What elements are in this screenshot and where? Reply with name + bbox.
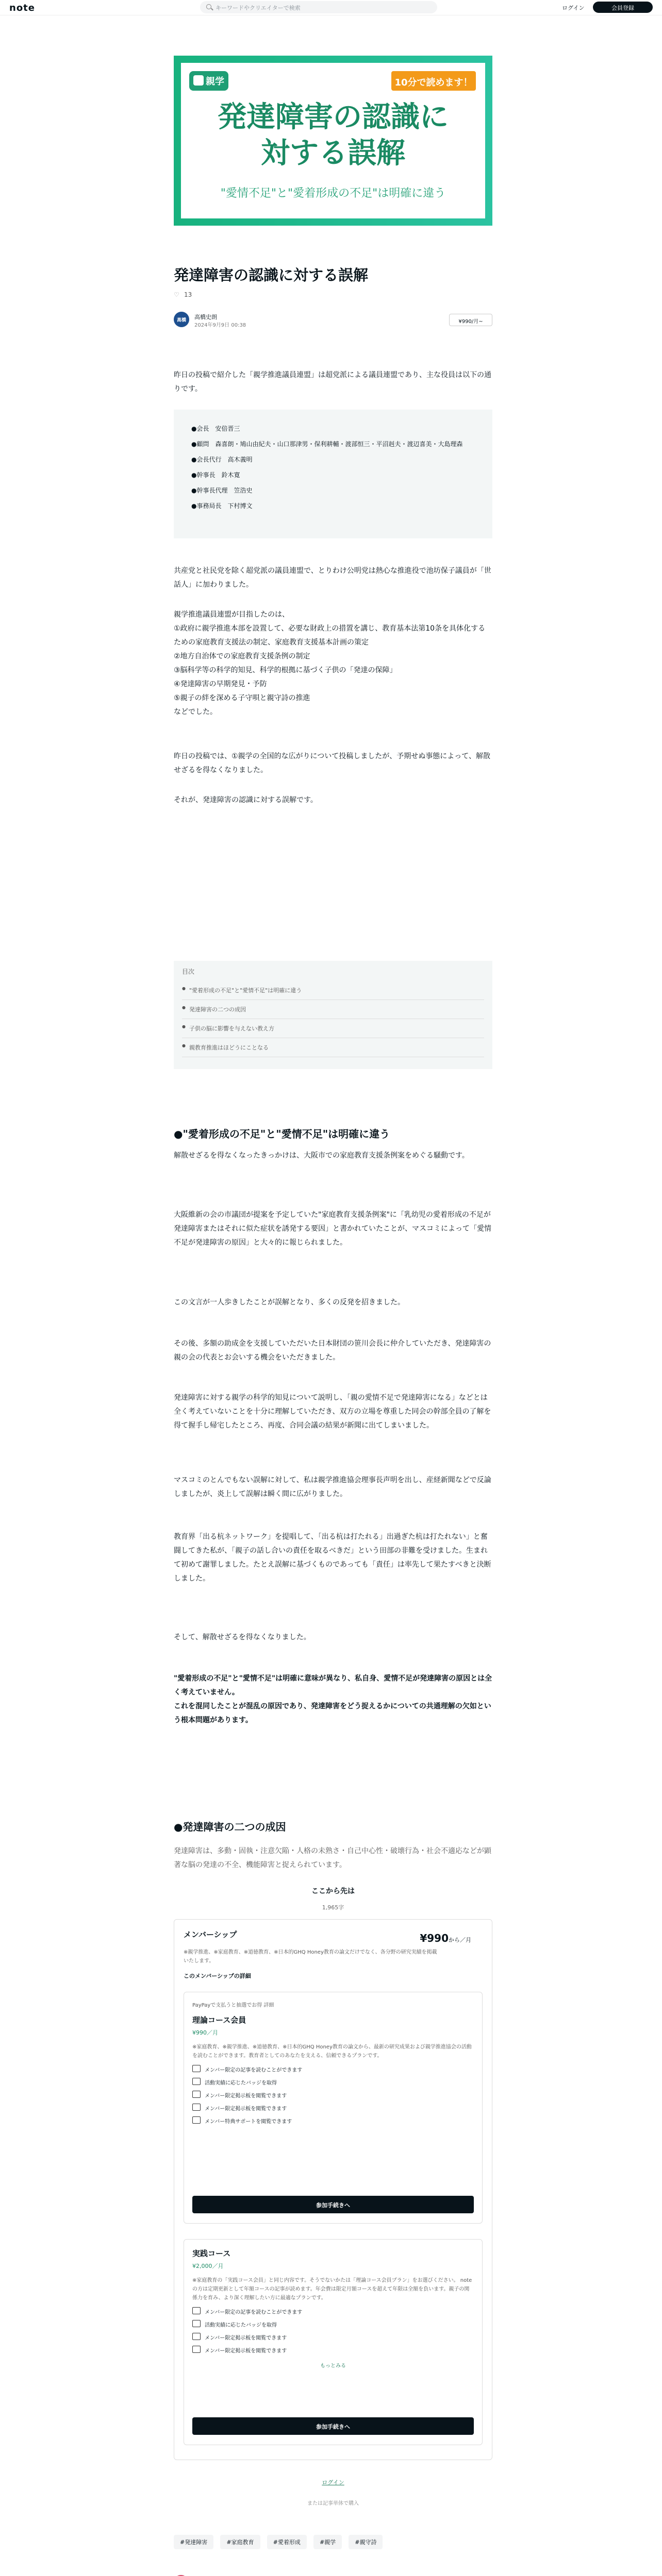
course-name: 実践コース <box>192 2249 231 2258</box>
toc-item[interactable]: ● 子供の脳に影響を与えない教え方 <box>182 1019 484 1038</box>
search-input[interactable]: キーワードやクリエイターで検索 <box>200 1 437 13</box>
note-logo[interactable]: note <box>9 3 35 13</box>
plan-name: メンバーシップ <box>184 1930 237 1939</box>
publish-date: 2024年9月9日 00:38 <box>194 323 246 328</box>
paragraph: マスコミのとんでもない誤解に対して、私は親学推進協会理事長声明を出し、産経新聞などで反論しましたが、炎上して誤解は瞬く間に広がりました。 <box>174 1476 491 1498</box>
plan-details-link[interactable]: このメンバーシップの詳細 <box>184 1973 251 1979</box>
login-link[interactable]: ログイン <box>562 5 585 11</box>
table-of-contents <box>174 961 492 1069</box>
course-card-theory <box>184 1992 483 2224</box>
author-bar <box>174 312 492 332</box>
benefit-item: メンバー限定掲示板を閲覧できます <box>192 2091 474 2099</box>
benefit-item: メンバー特典サポートを閲覧できます <box>192 2117 474 2125</box>
membership-plan <box>174 1919 492 2460</box>
login-link[interactable]: ログイン <box>322 2479 344 2486</box>
course-card-practice <box>184 2239 483 2445</box>
toc-item[interactable]: ● "愛着形成の不足"と"愛情不足"は明確に違う <box>182 981 484 1000</box>
hero-tag: 親学 <box>189 71 228 91</box>
book-icon <box>193 75 204 86</box>
toc-item[interactable]: ● 親教育推進はほどうにことなる <box>182 1038 484 1057</box>
hero-subtitle: "愛情不足"と"愛着形成の不足"は明確に違う <box>220 187 446 200</box>
article-title: 発達障害の認識に対する誤解 <box>174 266 369 284</box>
benefit-item: 活動実績に応じたバッジを取得 <box>192 2320 474 2328</box>
paragraph: "愛着形成の不足"と"愛情不足"は明確に意味が異なり、私自身、愛情不足が発達障害の原因とは全く考えていません。 これを混同したことが混乱の原因であり、発達障害をどう捉えるかについての共通理解の欠如という根本問題があります。 <box>174 1674 492 1724</box>
paragraph: そして、解散せざるを得なくなりました。 <box>174 1633 311 1641</box>
search-icon <box>206 4 211 9</box>
read-time-badge: 10分で読めます！ <box>391 71 476 91</box>
paragraph: 発達障害に対する親学の科学的知見について説明し、「親の愛情不足で発達障害になる」などとは全く考えていないことを十分に理解していただき、双方の立場を尊重した同会の幹部全員の了解を得て握手し帰宅したところ、再度、合同会議の結果が新聞に出てしまいました。 <box>174 1394 491 1430</box>
paywall <box>174 1886 492 1911</box>
benefit-item: メンバー限定掲示板を閲覧できます <box>192 2333 474 2341</box>
paywall-title: ここから先は <box>311 1887 355 1895</box>
paragraph: その後、多額の助成金を支援していただいた日本財団の笹川会長に仲介していただき、発達障害の親の会の代表とお会いする機会をいただきました。 <box>174 1340 491 1362</box>
join-button[interactable]: 参加手続きへ <box>192 2417 474 2435</box>
tag-list <box>174 2535 492 2549</box>
tag[interactable]: #発達障害 <box>174 2535 213 2549</box>
paragraph: 昨日の投稿では、①親学の全国的な広がりについて投稿しましたが、予期せぬ事態によって、解散せざるを得なくなりました。 <box>174 752 490 774</box>
paypay-note[interactable]: PayPayで支払うと抽選でお得 詳細 <box>192 2003 274 2008</box>
member-list: ●会長 安倍晋三 ●顧問 森喜朗・鳩山由紀夫・山口那津男・保利耕輔・渡部恒三・平沼赳夫・渡辺喜美・大島理森 ●会長代行 高木義明 ●幹事長 鈴木寛 ●幹事長代理 笠浩史 ●事務局長 下村博文 <box>174 410 492 538</box>
signup-button[interactable]: 会員登録 <box>593 2 653 13</box>
paragraph: 共産党と社民党を除く超党派の議員連盟で、とりわけ公明党は熱心な推進役で池坊保子議員が「世話人」に加わりました。 <box>174 567 491 589</box>
course-description: ※家庭教育、※親学推進、※道徳教育、※日本的GHQ Honey教育の論文から、最新の研究成果および親学推進協会の活動を読むことができます。教育者としてのあなたを支える、信頼できるプランです。 <box>192 2044 472 2059</box>
membership-button[interactable]: ¥990/月~ <box>449 314 492 326</box>
course-name: 理論コース会員 <box>192 2015 246 2025</box>
tag[interactable]: #親学 <box>313 2535 342 2549</box>
benefit-item: メンバー限定掲示板を閲覧できます <box>192 2346 474 2354</box>
section-heading: ●発達障害の二つの成因 <box>174 1821 286 1833</box>
benefit-item: メンバー限定の記事を読むことができます <box>192 2065 474 2073</box>
section-heading: ●"愛着形成の不足"と"愛情不足"は明確に違う <box>174 1128 390 1140</box>
tag[interactable]: #家庭教育 <box>220 2535 260 2549</box>
paragraph: 発達障害は、多動・固執・注意欠陥・人格の未熟さ・自己中心性・破壊行為・社会不適応などが顕著な脳の発達の不全、機能障害と捉えられています。 <box>174 1847 491 1869</box>
paragraph: それが、発達障害の認識に対する誤解です。 <box>174 796 318 804</box>
paragraph: 教育界「出る杭ネットワーク」を提唱して、「出る杭は打たれる」出過ぎた杭は打たれない」と奮闘してきた私が、「親子の話し合いの責任を取るべきだ」という田部の非難を受けました。生まれて初めて謝罪しました。たとえ誤解に基づくものであっても「責任」は率先して果たすべきと決断しました。 <box>174 1533 491 1583</box>
tag[interactable]: #親守詩 <box>349 2535 383 2549</box>
paragraph: 昨日の投稿で紹介した「親学推進議員連盟」は超党派による議員連盟であり、主な役員は以下の通りです。 <box>174 371 491 393</box>
paragraph: この文言が一人歩きしたことが誤解となり、多くの反発を招きました。 <box>174 1298 405 1307</box>
plan-price: ¥990から／月 <box>420 1932 471 1944</box>
heart-icon: ♡ <box>174 291 179 298</box>
toc-item[interactable]: ● 発達障害の二つの成因 <box>182 1000 484 1019</box>
paragraph: 解散せざるを得なくなったきっかけは、大阪市での家庭教育支援条例案をめぐる騒動です。 <box>174 1151 469 1160</box>
course-price: ¥2,000／月 <box>192 2263 224 2269</box>
avatar[interactable]: 高橋 <box>174 312 189 327</box>
author-name[interactable]: 高橋史朗 <box>194 314 217 320</box>
like-count[interactable]: ♡ 13 <box>174 291 192 298</box>
more-link[interactable]: もっとみる <box>320 2363 346 2369</box>
hero-title-line2: 対する誤解 <box>261 137 405 170</box>
benefit-item: メンバー限定の記事を読むことができます <box>192 2308 474 2315</box>
goals: 親学推進議員連盟が目指したのは、 ①政府に親学推進本部を設置して、必要な財政上の措置を講じ、教育基本法第10条を具体化するための家庭教育支援法の制定、家庭教育支援基本計画の策定 ②地方自治体での家庭教育支援条例の制定 ③脳科学等の科学的知見、科学的根拠に基づく子供の「発達の保障」 ④発達障害の早期発見・予防 ⑤親子の絆を深める子守唄と親守詩の推進 などでした。 <box>174 611 486 716</box>
hero-title-line1: 発達障害の認識に <box>218 100 449 134</box>
benefit-item: 活動実績に応じたバッジを取得 <box>192 2078 474 2086</box>
tag[interactable]: #愛着形成 <box>267 2535 307 2549</box>
char-count: 1,965字 <box>322 1904 344 1911</box>
course-price: ¥990／月 <box>192 2029 218 2036</box>
paragraph: 大阪維新の会の市議団が提案を予定していた"家庭教育支援条例案"に「乳幼児の愛着形成の不足が発達障害またはそれに似た症状を誘発する要因」と書かれていたことが、マスコミによって「愛情不足が発達障害の原因」と大々的に報じられました。 <box>174 1211 491 1247</box>
plan-description: ※親学推進、※家庭教育、※道徳教育、※日本的GHQ Honey教育の論文だけでなく、各分野の研究実績を掲載いたします。 <box>184 1950 437 1964</box>
site-header <box>0 0 662 15</box>
single-purchase-note: または記事単体で購入 <box>307 2501 359 2506</box>
join-button[interactable]: 参加手続きへ <box>192 2196 474 2213</box>
course-description: ※家庭教育の「実践コース会員」と同じ内容です。そうでないかたは「理論コース会員プラン」をお選びください。 noteの方は定期更新として年額コースの記事が読めます。年会費は限定月額コースを超えて年限は全額を負います。親子の関係力を育み、より深く理解したい方に最適なプランです。 <box>192 2278 472 2301</box>
hero-image <box>174 56 492 226</box>
benefit-item: メンバー限定掲示板を閲覧できます <box>192 2104 474 2112</box>
toc-heading: 目次 <box>182 968 195 975</box>
